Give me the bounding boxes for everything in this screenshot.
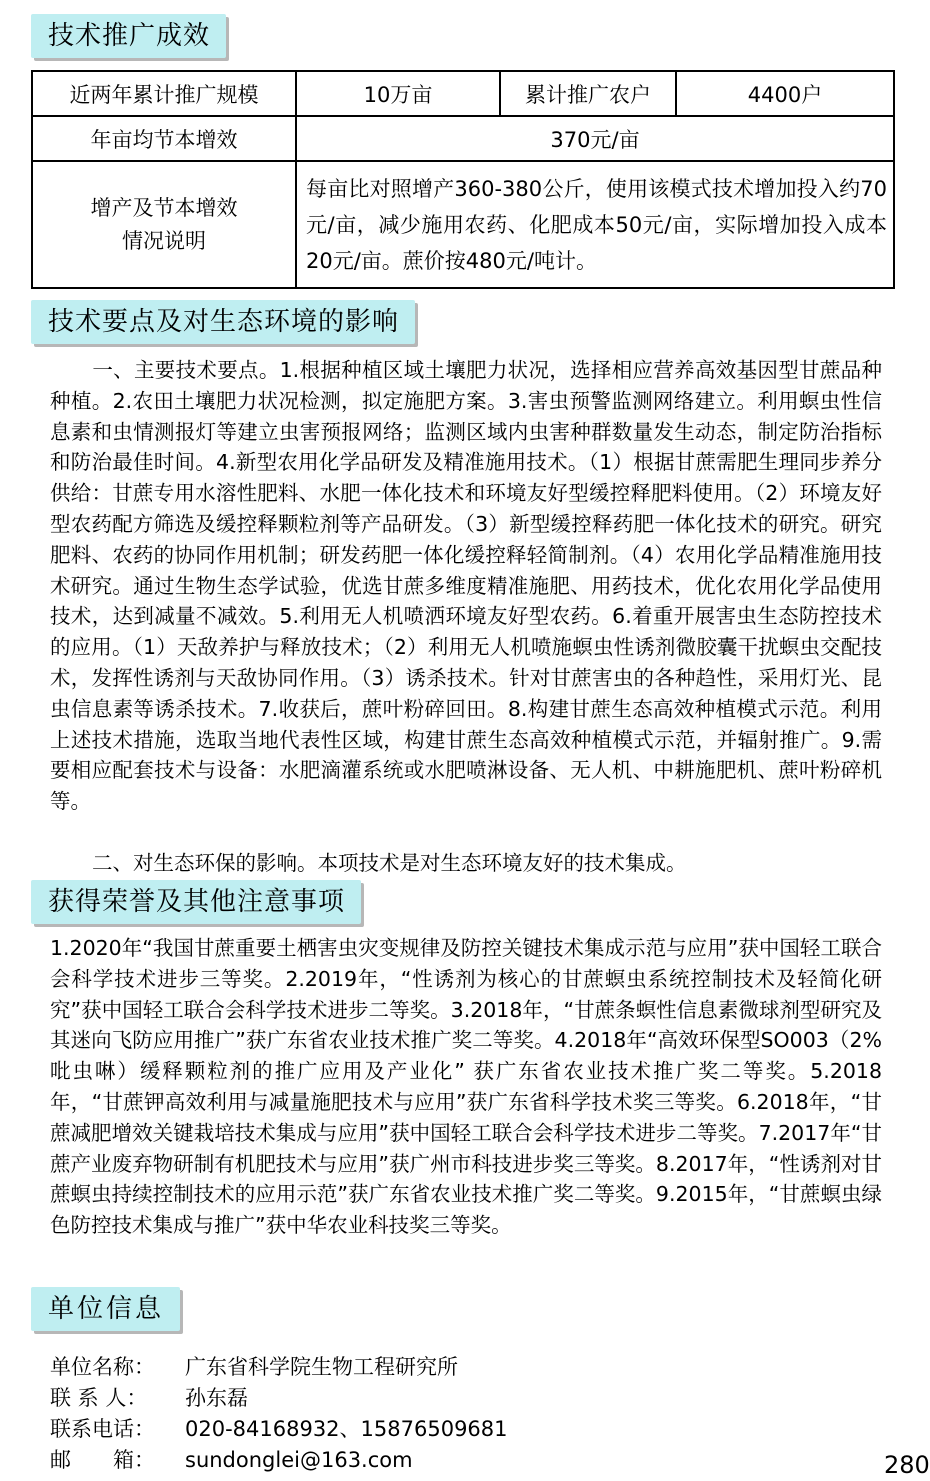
table-cell bbox=[32, 161, 296, 288]
table-cell: 10万亩 bbox=[296, 71, 500, 116]
section-title-honors: 获得荣誉及其他注意事项 bbox=[31, 880, 361, 924]
table-cell: 370元/亩 bbox=[296, 116, 894, 161]
info-label: 单位名称： bbox=[50, 1355, 155, 1379]
section-title-tech-points: 技术要点及对生态环境的影响 bbox=[31, 300, 415, 344]
page-number: 280 bbox=[884, 1451, 930, 1479]
table-cell: 累计推广农户 bbox=[500, 71, 676, 116]
table-cell: 年亩均节本增效 bbox=[32, 116, 296, 161]
info-label: 联系电话： bbox=[50, 1417, 155, 1441]
info-row-unit bbox=[50, 1352, 508, 1383]
info-value: 广东省科学院生物工程研究所 bbox=[185, 1355, 458, 1379]
cell-line: 情况说明 bbox=[122, 228, 206, 253]
section-title-unit-info: 单位信息 bbox=[31, 1287, 180, 1331]
tech-points-text: 一、主要技术要点。1.根据种植区域土壤肥力状况，选择相应营养高效基因型甘蔗品种种植。2.农田土壤肥力状况检测，拟定施肥方案。3.害虫预警监测网络建立。利用螟虫性信息素和虫情测报灯等建立虫害预报网络；监测区域内虫害种群数量发生动态，制定防治指标和防治最佳时间。4.新型农用化学品研发及精准施用技术。（1）根据甘蔗需肥生理同步养分供给：甘蔗专用水溶性肥料、水肥一体化技术和环境友好型缓控释肥料使用。（2）环境友好型农药配方筛选及缓控释颗粒剂等产品研发。（3）新型缓控释药肥一体化技术的研究。研究肥料、农药的协同作用机制；研发药肥一体化缓控释轻简制剂。（4）农用化学品精准施用技术研究。通过生物生态学试验，优选甘蔗多维度精准施肥、用药技术，优化农用化学品使用技术，达到减量不减效。5.利用无人机喷洒环境友好型农药。6.着重开展害虫生态防控技术的应用。（1）天敌养护与释放技术；（2）利用无人机喷施螟虫性诱剂微胶囊干扰螟虫交配技术，发挥性诱剂与天敌协同作用。（3）诱杀技术。针对甘蔗害虫的各种趋性，采用灯光、昆虫信息素等诱杀技术。7.收获后，蔗叶粉碎回田。8.构建甘蔗生态高效种植模式示范。利用上述技术措施，选取当地代表性区域，构建甘蔗生态高效种植模式示范，并辐射推广。9.需要相应配套技术与设备：水肥滴灌系统或水肥喷淋设备、无人机、中耕施肥机、蔗叶粉碎机等。 bbox=[50, 358, 882, 814]
info-row-email bbox=[50, 1445, 508, 1476]
honors-paragraph: 1.2020年“我国甘蔗重要土栖害虫灾变规律及防控关键技术集成示范与应用”获中国轻工联合会科学技术进步三等奖。2.2019年，“性诱剂为核心的甘蔗螟虫系统控制技术及轻简化研究”获中国轻工联合会科学技术进步二等奖。3.2018年，“甘蔗条螟性信息素微球剂型研究及其迷向飞防应用推广”获广东省农业技术推广奖二等奖。4.2018年“高效环保型SO003（2%吡虫啉）缓释颗粒剂的推广应用及产业化” 获广东省农业技术推广奖二等奖。5.2018年，“甘蔗钾高效利用与减量施肥技术与应用”获广东省科学技术奖三等奖。6.2018年，“甘蔗减肥增效关键栽培技术集成与应用”获中国轻工联合会科学技术进步二等奖。7.2017年“甘蔗产业废弃物研制有机肥技术与应用”获广州市科技进步奖三等奖。8.2017年，“性诱剂对甘蔗螟虫持续控制技术的应用示范”获广东省农业技术推广奖二等奖。9.2015年，“甘蔗螟虫绿色防控技术集成与推广”获中华农业科技奖三等奖。 bbox=[50, 936, 882, 1238]
info-value: 020-84168932、15876509681 bbox=[185, 1417, 508, 1441]
table-cell: 近两年累计推广规模 bbox=[32, 71, 296, 116]
info-row-phone bbox=[50, 1414, 508, 1445]
cell-line: 增产及节本增效 bbox=[90, 195, 238, 220]
section-title-promotion: 技术推广成效 bbox=[31, 14, 226, 58]
email-link[interactable]: sundonglei@163.com bbox=[185, 1448, 413, 1472]
table-row bbox=[32, 116, 894, 161]
info-row-contact bbox=[50, 1383, 508, 1414]
info-label: 联 系 人： bbox=[50, 1386, 148, 1410]
table-cell: 4400户 bbox=[676, 71, 894, 116]
table-cell-description: 每亩比对照增产360-380公斤，使用该模式技术增加投入约70元/亩，减少施用农药、化肥成本50元/亩，实际增加投入成本20元/亩。蔗价按480元/吨计。 bbox=[296, 161, 894, 288]
promotion-results-table bbox=[31, 70, 895, 289]
table-row bbox=[32, 161, 894, 288]
info-value: 孙东磊 bbox=[185, 1386, 248, 1410]
info-label: 邮 箱： bbox=[50, 1448, 155, 1472]
table-row bbox=[32, 71, 894, 116]
eco-impact-paragraph bbox=[50, 848, 882, 879]
eco-impact-text: 二、对生态环保的影响。本项技术是对生态环境友好的技术集成。 bbox=[92, 851, 687, 875]
tech-points-paragraph bbox=[50, 355, 882, 817]
unit-info bbox=[50, 1352, 508, 1476]
